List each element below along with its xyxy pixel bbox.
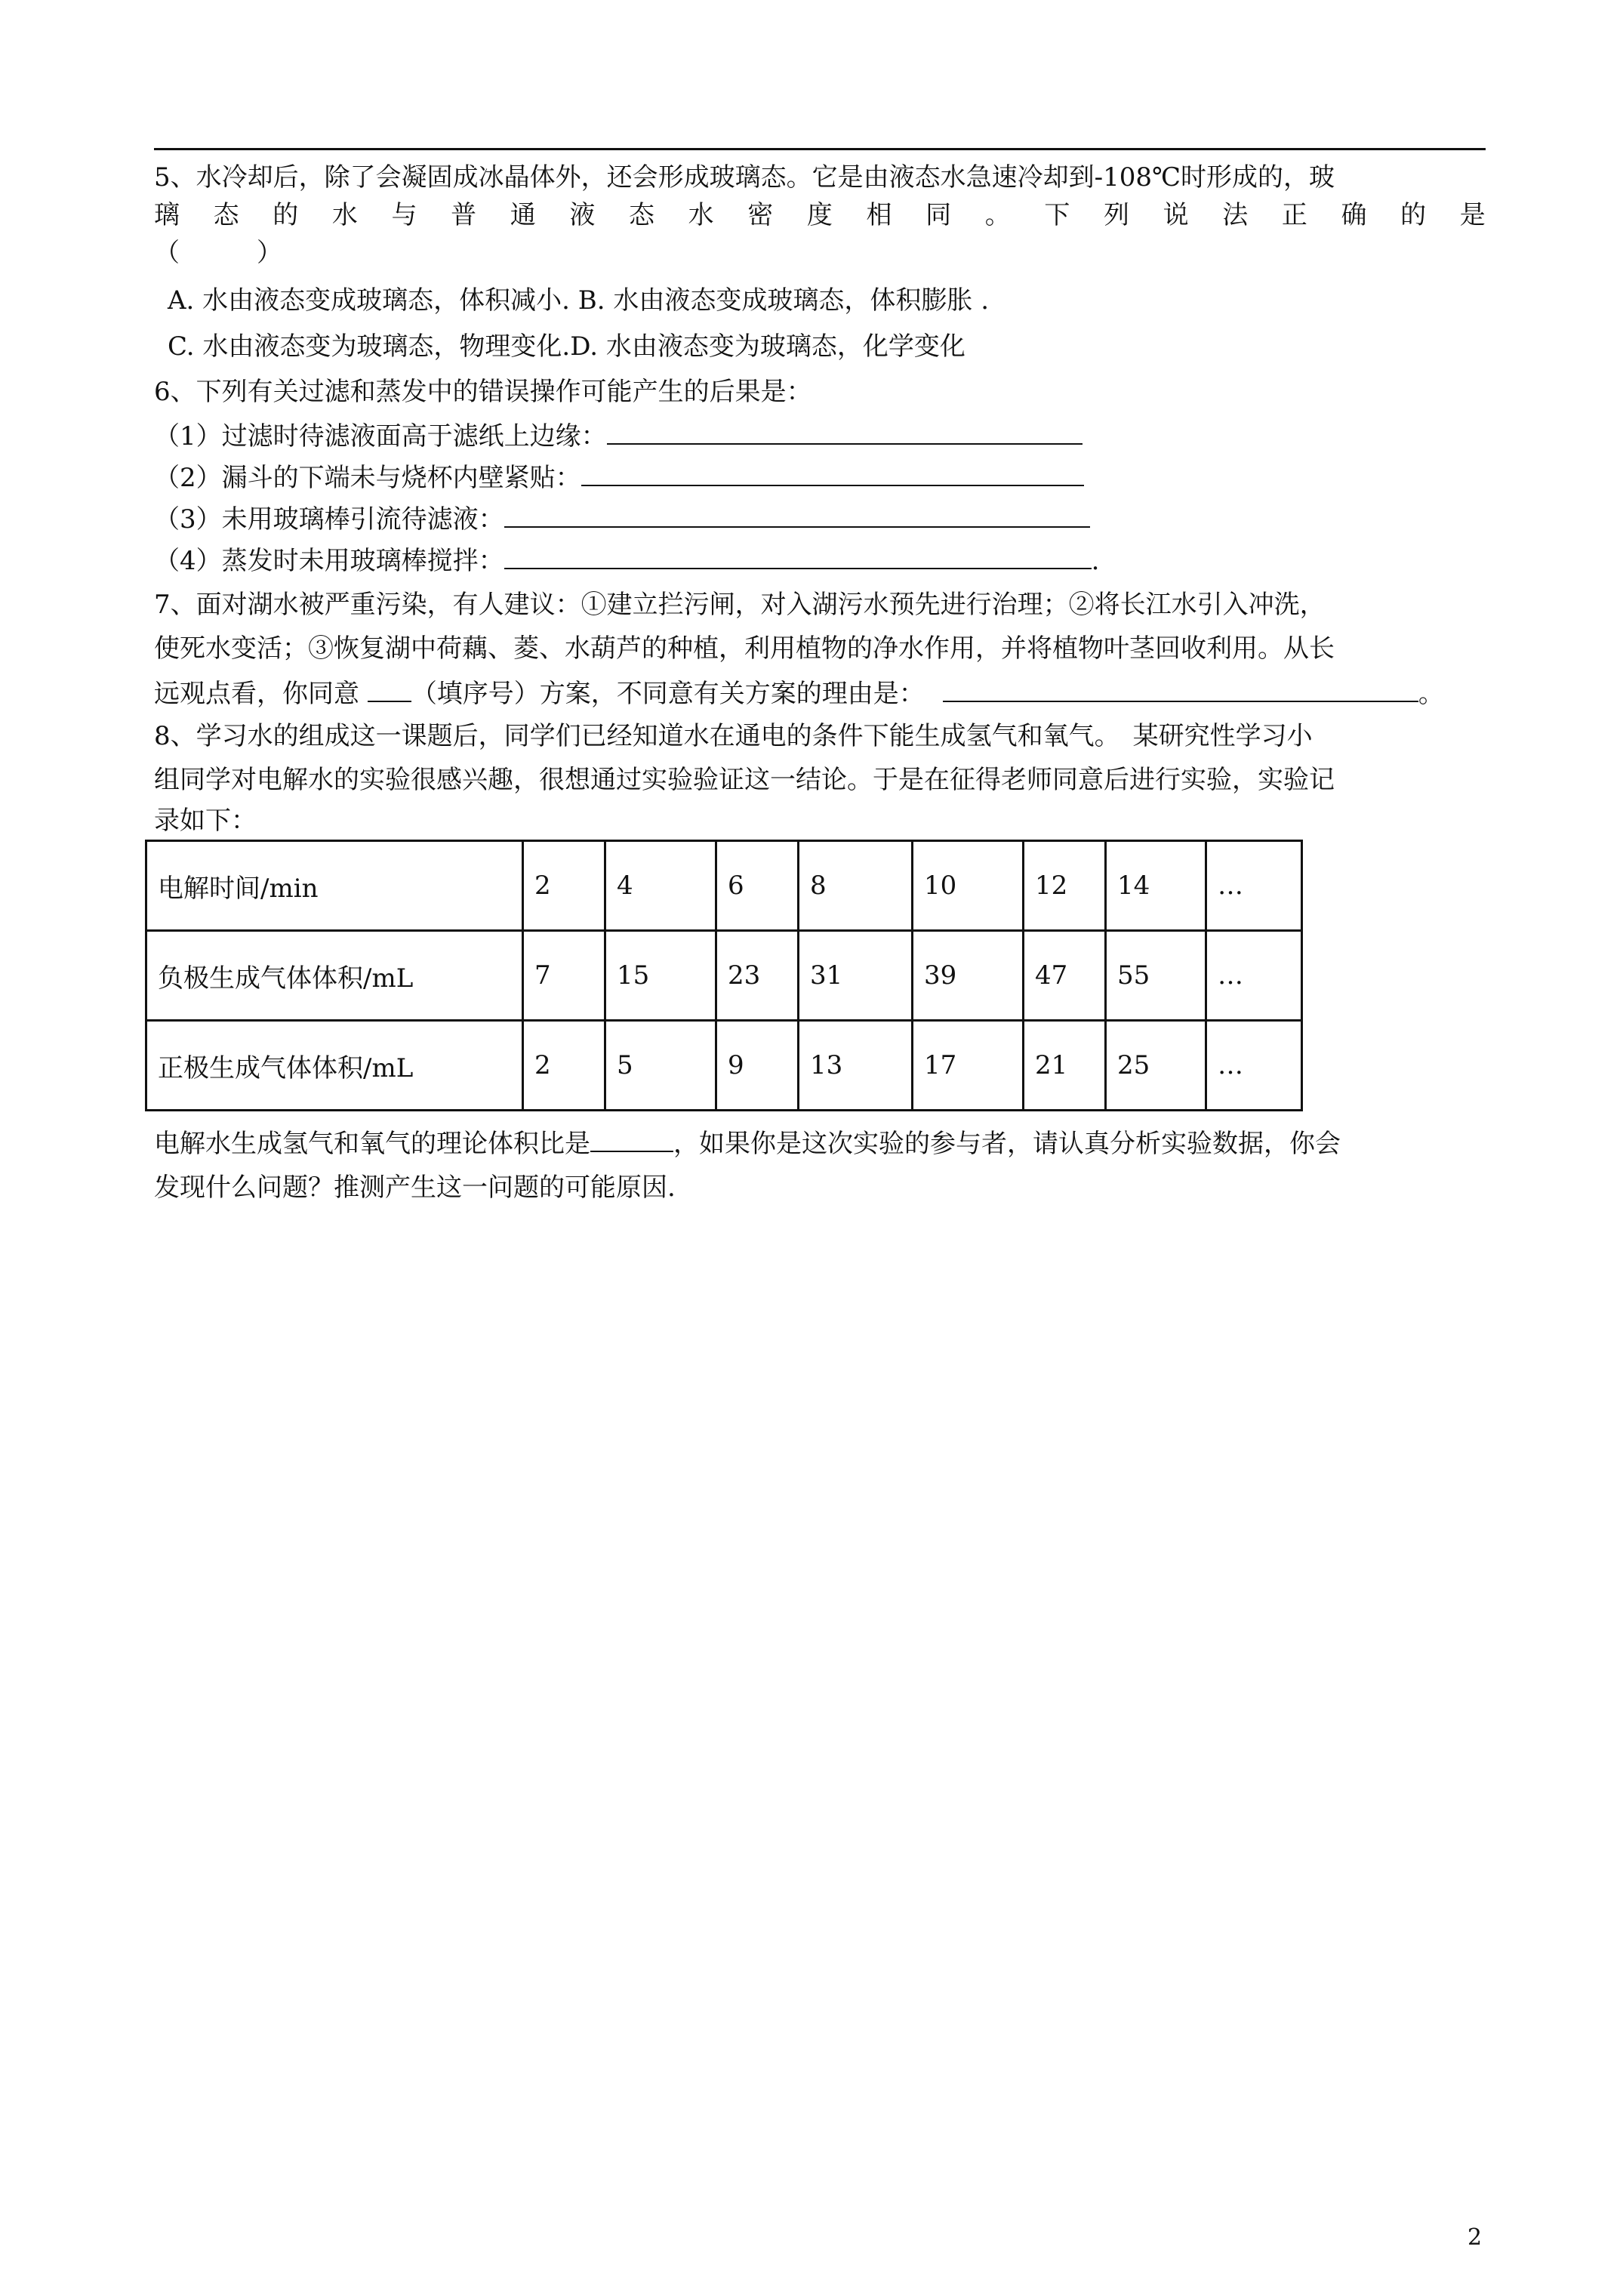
q6-end-mark: . (1091, 546, 1100, 576)
table-row-label: 正极生成气体体积/mL (146, 1021, 523, 1111)
table-cell: 21 (1024, 1021, 1106, 1111)
q5-line2-char: 说 (1163, 200, 1189, 230)
q7-line2: 使死水变活；③恢复湖中荷藕、菱、水葫芦的种植，利用植物的净水作用，并将植物叶茎回收利用。从长 (154, 633, 1335, 664)
q6-item-3 (154, 501, 1090, 537)
q8-line3: 录如下： (154, 806, 257, 836)
electrolysis-data-table (145, 840, 1303, 1111)
table-row-label: 电解时间/min (146, 841, 523, 931)
table-row (146, 931, 1302, 1021)
table-cell: 6 (716, 841, 799, 931)
q8-after-line1-start: 电解水生成氢气和氧气的理论体积比是 (154, 1129, 590, 1159)
table-cell: 8 (799, 841, 913, 931)
q7-reason-blank[interactable] (943, 675, 1418, 702)
q5-line2-char: 态 (213, 200, 239, 230)
q6-item-2-text: （2）漏斗的下端未与烧杯内壁紧贴： (154, 463, 581, 493)
q6-item-1-text: （1）过滤时待滤液面高于滤纸上边缘： (154, 421, 607, 451)
q6-item-4-blank[interactable] (504, 542, 1092, 569)
q7-line3-end: 。 (1418, 679, 1444, 709)
table-row (146, 1021, 1302, 1111)
q5-line2-char: 确 (1341, 200, 1367, 230)
q5-line2-char: 下 (1044, 200, 1070, 230)
q6-title: 6、下列有关过滤和蒸发中的错误操作可能产生的后果是： (154, 377, 812, 407)
table-cell: … (1206, 1021, 1302, 1111)
table-cell: … (1206, 841, 1302, 931)
q5-line2-char: 的 (1400, 200, 1427, 230)
q5-line2 (154, 198, 1486, 233)
q7-choice-blank[interactable] (368, 675, 411, 702)
q6-item-2-blank[interactable] (581, 459, 1084, 486)
table-cell: 7 (523, 931, 605, 1021)
q5-line2-char: 相 (866, 200, 892, 230)
q6-item-4-text: （4）蒸发时未用玻璃棒搅拌： (154, 546, 504, 576)
q5-line2-char: 态 (629, 200, 654, 230)
q5-line2-char: 正 (1281, 200, 1307, 230)
q7-line3-mid: （填序号）方案，不同意有关方案的理由是： (411, 679, 925, 709)
table-cell: 14 (1106, 841, 1206, 931)
q7-line1: 7、面对湖水被严重污染，有人建议：①建立拦污闸，对入湖污水预先进行治理；②将长江水引入冲洗， (154, 590, 1326, 620)
q5-option-a-b: A. 水由液态变成玻璃态，体积减小. B. 水由液态变成玻璃态，体积膨胀 . (168, 285, 989, 316)
q8-ratio-blank[interactable] (590, 1125, 673, 1152)
q6-item-3-blank[interactable] (504, 501, 1090, 528)
table-row (146, 841, 1302, 931)
table-cell: … (1206, 931, 1302, 1021)
q7-line3 (154, 675, 1444, 711)
q5-line2-char: 水 (688, 200, 714, 230)
table-cell: 25 (1106, 1021, 1206, 1111)
q5-line2-char: 的 (273, 200, 299, 230)
q6-item-2 (154, 459, 1084, 495)
q5-line2-char: 璃 (154, 200, 180, 230)
table-cell: 10 (913, 841, 1024, 931)
q5-line2-char: 液 (569, 200, 596, 230)
q5-line2-char: 度 (806, 200, 833, 230)
q5-line1: 5、水冷却后，除了会凝固成冰晶体外，还会形成玻璃态。它是由液态水急速冷却到-108℃时形成的，玻 (154, 162, 1335, 193)
q5-line2-char: 法 (1222, 200, 1249, 230)
table-cell: 9 (716, 1021, 799, 1111)
q5-option-c-d: C. 水由液态变为玻璃态，物理变化.D. 水由液态变为玻璃态，化学变化 (168, 331, 965, 362)
table-cell: 15 (605, 931, 716, 1021)
table-cell: 2 (523, 1021, 605, 1111)
table-cell: 23 (716, 931, 799, 1021)
header-rule (154, 148, 1486, 150)
q5-line2-char: 通 (510, 200, 536, 230)
q5-line2-char: 密 (747, 200, 774, 230)
table-cell: 13 (799, 1021, 913, 1111)
q5-line2-char: 是 (1459, 200, 1486, 230)
table-cell: 5 (605, 1021, 716, 1111)
page-number: 2 (1467, 2224, 1483, 2251)
table-row-label: 负极生成气体体积/mL (146, 931, 523, 1021)
table-cell: 2 (523, 841, 605, 931)
q5-line2-char: 水 (331, 200, 358, 230)
q8-after-line1 (154, 1125, 1341, 1161)
q5-line2-char: 普 (451, 200, 477, 230)
table-cell: 17 (913, 1021, 1024, 1111)
q8-after-line1-rest: ，如果你是这次实验的参与者，请认真分析实验数据，你会 (673, 1129, 1341, 1159)
q6-item-1-blank[interactable] (607, 418, 1083, 445)
table-cell: 55 (1106, 931, 1206, 1021)
q5-answer-paren: （ ） (154, 238, 282, 268)
q6-item-1 (154, 418, 1083, 454)
q7-line3-start: 远观点看，你同意 (154, 679, 368, 709)
q8-line1: 8、学习水的组成这一课题后，同学们已经知道水在通电的条件下能生成氢气和氧气。 某研究性学习小 (154, 721, 1313, 751)
q5-line2-char: 。 (984, 200, 1011, 230)
table-cell: 39 (913, 931, 1024, 1021)
table-cell: 31 (799, 931, 913, 1021)
table-cell: 47 (1024, 931, 1106, 1021)
q8-line2: 组同学对电解水的实验很感兴趣，很想通过实验验证这一结论。于是在征得老师同意后进行实验，实验记 (154, 765, 1335, 795)
table-cell: 12 (1024, 841, 1106, 931)
table-cell: 4 (605, 841, 716, 931)
q5-line2-char: 同 (925, 200, 952, 230)
q8-after-line2: 发现什么问题？推测产生这一问题的可能原因. (154, 1173, 676, 1203)
q6-item-4 (154, 542, 1099, 578)
q5-line2-char: 与 (391, 200, 417, 230)
q6-item-3-text: （3）未用玻璃棒引流待滤液： (154, 504, 504, 535)
q5-line2-char: 列 (1104, 200, 1129, 230)
